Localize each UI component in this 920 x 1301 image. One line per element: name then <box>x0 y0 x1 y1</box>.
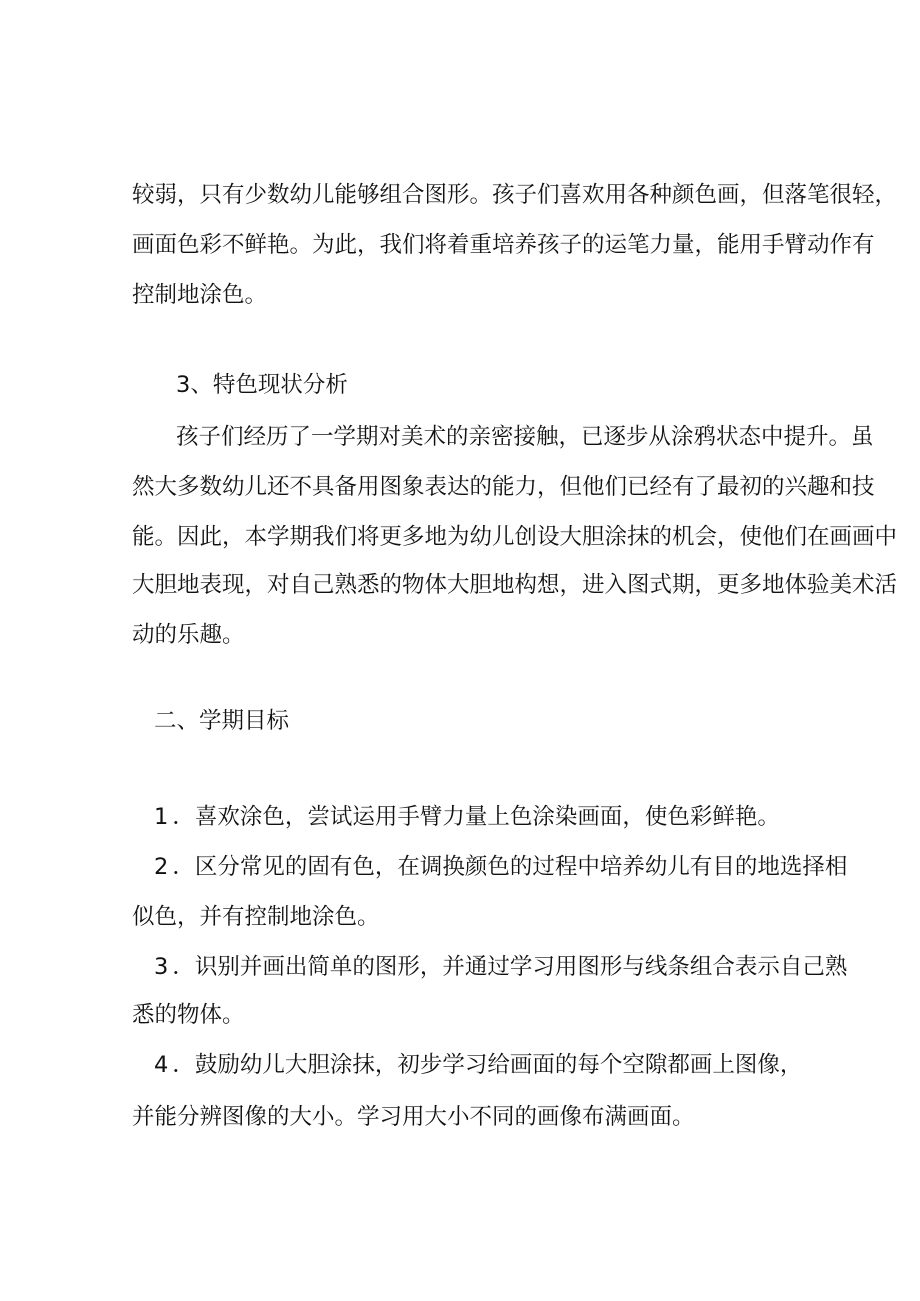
intro-line-3: 控制地涂色。 <box>132 282 268 308</box>
goal-item-2 <box>154 852 920 882</box>
section-3-line-1: 孩子们经历了一学期对美术的亲密接触，已逐步从涂鸦状态中提升。虽 <box>176 424 874 450</box>
section-3-heading: 3、特色现状分析 <box>176 372 348 398</box>
goal-item-3 <box>154 952 920 982</box>
goal-item-4 <box>154 1050 920 1080</box>
goal-number: 4 <box>154 1052 169 1078</box>
goal-number: 1 <box>154 804 169 830</box>
intro-line-2: 画面色彩不鲜艳。为此，我们将着重培养孩子的运笔力量，能用手臂动作有 <box>132 232 875 258</box>
section-3-line-5: 动的乐趣。 <box>132 622 245 648</box>
goal-number: 2 <box>154 854 169 880</box>
section-3-line-2: 然大多数幼儿还不具备用图象表达的能力，但他们已经有了最初的兴趣和技 <box>132 474 875 500</box>
goals-heading: 二、学期目标 <box>154 708 290 734</box>
goal-text: ．区分常见的固有色，在调换颜色的过程中培养幼儿有目的地选择相 <box>172 854 848 880</box>
goal-item-3-continuation: 悉的物体。 <box>132 1002 245 1028</box>
section-3-line-4: 大胆地表现，对自己熟悉的物体大胆地构想，进入图式期，更多地体验美术活 <box>132 572 898 598</box>
intro-line-1: 较弱，只有少数幼儿能够组合图形。孩子们喜欢用各种颜色画，但落笔很轻， <box>132 182 898 208</box>
goal-item-2-continuation: 似色，并有控制地涂色。 <box>132 904 380 930</box>
goal-text: ．识别并画出简单的图形，并通过学习用图形与线条组合表示自己熟 <box>172 954 848 980</box>
goal-number: 3 <box>154 954 169 980</box>
goal-item-4-continuation: 并能分辨图像的大小。学习用大小不同的画像布满画面。 <box>132 1104 695 1130</box>
section-3-line-3: 能。因此，本学期我们将更多地为幼儿创设大胆涂抹的机会，使他们在画画中 <box>132 524 898 550</box>
goal-item-1 <box>154 802 920 832</box>
goal-text: ．喜欢涂色，尝试运用手臂力量上色涂染画面，使色彩鲜艳。 <box>172 804 780 830</box>
goal-text: ．鼓励幼儿大胆涂抹，初步学习给画面的每个空隙都画上图像， <box>172 1052 803 1078</box>
